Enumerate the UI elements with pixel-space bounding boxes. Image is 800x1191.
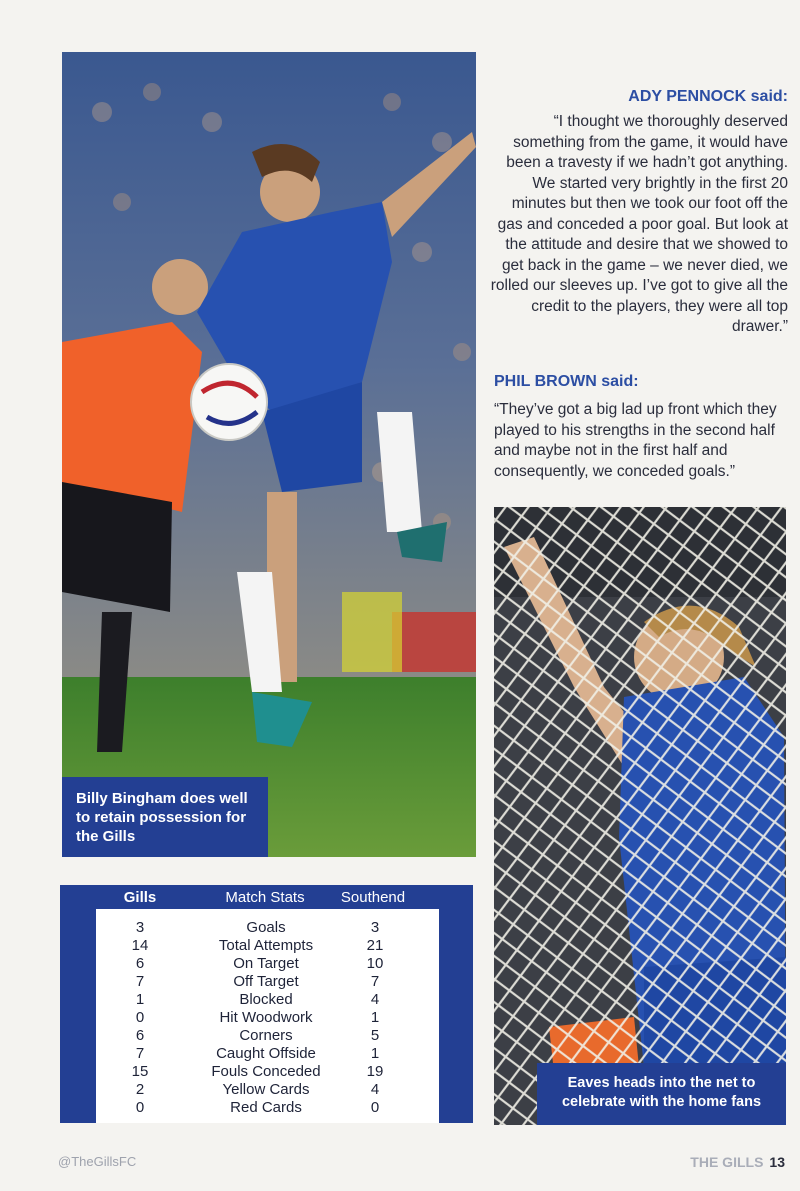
stat-home-value: 1 [135,991,145,1008]
table-row [96,1045,439,1063]
stat-label: Fouls Conceded [211,1063,321,1080]
stat-home-value: 15 [131,1063,149,1080]
stats-body [96,909,439,1123]
stat-label: On Target [233,955,299,972]
stat-label: Total Attempts [218,937,314,954]
table-row [96,1009,439,1027]
stats-header-home: Gills [123,889,157,906]
stat-away-value: 4 [370,991,380,1008]
stat-home-value: 0 [135,1099,145,1116]
publication-title: THE GILLS [690,1154,764,1170]
table-row [96,955,439,973]
stat-label: Red Cards [230,1099,302,1116]
quote-speaker-phil-brown: PHIL BROWN said: [494,373,639,390]
match-stats-table [60,885,473,1123]
stat-away-value: 10 [366,955,384,972]
stat-label: Hit Woodwork [219,1009,313,1026]
table-row [96,1099,439,1117]
table-row [96,1063,439,1081]
stat-away-value: 19 [366,1063,384,1080]
quote-text-phil-brown: “They’ve got a big lad up front which they played to his strengths in the second half and maybe not in the first half and consequently, we conceded goals.” [494,401,777,480]
stat-label: Corners [239,1027,293,1044]
photo-eaves-net [494,507,786,1125]
stats-header-away: Southend [340,889,406,906]
stat-away-value: 1 [370,1045,380,1062]
table-row [96,1081,439,1099]
photo-caption-side: Eaves heads into the net to celebrate with the home fans [537,1063,786,1125]
twitter-handle: @TheGillsFC [58,1154,137,1169]
table-row [96,973,439,991]
quote-speaker-ady-pennock: ADY PENNOCK said: [628,88,788,105]
stat-away-value: 3 [370,919,380,936]
stat-home-value: 14 [131,937,149,954]
table-row [96,1027,439,1045]
stat-away-value: 7 [370,973,380,990]
stat-away-value: 5 [370,1027,380,1044]
stat-home-value: 3 [135,919,145,936]
stats-header-title: Match Stats [225,889,305,906]
stat-home-value: 7 [135,1045,145,1062]
photo-billy-bingham [62,52,476,857]
table-row [96,991,439,1009]
stat-label: Caught Offside [216,1045,316,1062]
table-row [96,937,439,955]
stat-label: Yellow Cards [222,1081,310,1098]
page-number: 13 [769,1154,785,1170]
stat-home-value: 7 [135,973,145,990]
stat-home-value: 2 [135,1081,145,1098]
photo-caption-main: Billy Bingham does well to retain possession for the Gills [62,777,268,857]
page-footer [690,1154,785,1170]
stat-home-value: 6 [135,1027,145,1044]
stat-away-value: 0 [370,1099,380,1116]
table-row [96,919,439,937]
stat-label: Goals [246,919,286,936]
stat-away-value: 21 [366,937,384,954]
stat-away-value: 1 [370,1009,380,1026]
stat-label: Blocked [239,991,293,1008]
stat-home-value: 0 [135,1009,145,1026]
quote-text-ady-pennock: “I thought we thoroughly deserved something from the game, it would have been a travesty if we hadn’t got anything. We started very brightly in the first 20 minutes but then we took our foot off the gas and conceded a poor goal. But look at the attitude and desire that we showed to get back in the game – we never died, we rolled our sleeves up. I’ve got to give all the credit to the players, they were all top drawer.” [490,113,788,335]
stat-away-value: 4 [370,1081,380,1098]
stat-home-value: 6 [135,955,145,972]
stat-label: Off Target [233,973,299,990]
